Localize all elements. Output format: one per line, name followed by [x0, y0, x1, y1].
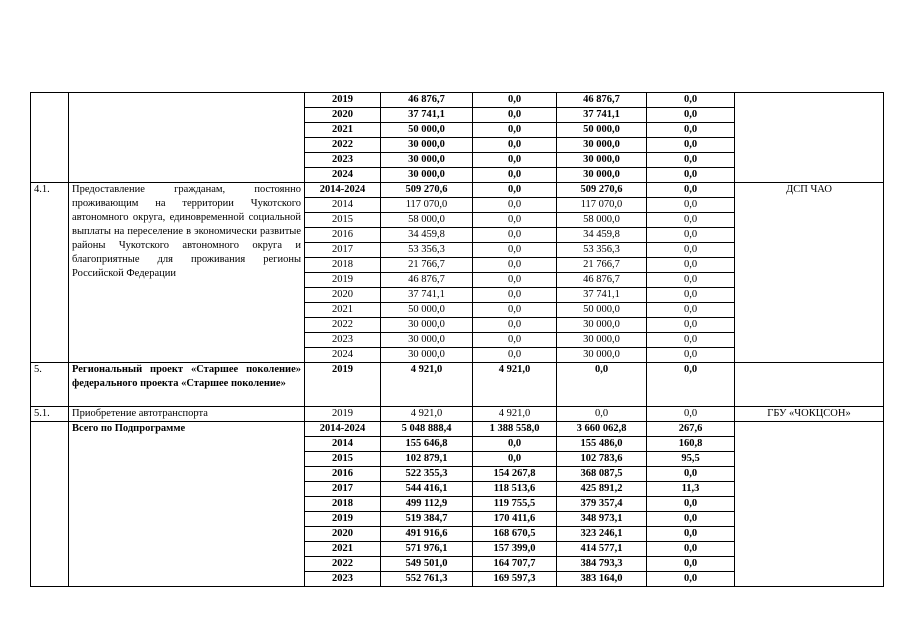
local-budget-cell: 0,0: [647, 542, 735, 557]
table-row: [31, 407, 884, 422]
local-budget-cell: 0,0: [647, 527, 735, 542]
federal-budget-cell: 154 267,8: [473, 467, 557, 482]
local-budget-cell: 0,0: [647, 497, 735, 512]
regional-budget-cell: 155 486,0: [557, 437, 647, 452]
executor-cell: ДСП ЧАО: [735, 183, 884, 363]
total-cell: 4 921,0: [381, 363, 473, 407]
item-description: Региональный проект «Старшее поколение» федерального проекта «Старшее поколение»: [69, 363, 305, 407]
regional-budget-cell: 50 000,0: [557, 303, 647, 318]
local-budget-cell: 0,0: [647, 557, 735, 572]
local-budget-cell: 0,0: [647, 572, 735, 587]
local-budget-cell: 0,0: [647, 333, 735, 348]
federal-budget-cell: 0,0: [473, 303, 557, 318]
total-cell: 491 916,6: [381, 527, 473, 542]
federal-budget-cell: 164 707,7: [473, 557, 557, 572]
local-budget-cell: 0,0: [647, 153, 735, 168]
total-cell: 53 356,3: [381, 243, 473, 258]
period-cell: 2023: [305, 572, 381, 587]
federal-budget-cell: 0,0: [473, 258, 557, 273]
budget-table: [30, 92, 884, 587]
regional-budget-cell: 3 660 062,8: [557, 422, 647, 437]
local-budget-cell: 0,0: [647, 108, 735, 123]
item-description: Приобретение автотранспорта: [69, 407, 305, 422]
table-row: [31, 422, 884, 437]
executor-cell: [735, 422, 884, 587]
item-number: 5.1.: [31, 407, 69, 422]
period-cell: 2014-2024: [305, 422, 381, 437]
federal-budget-cell: 168 670,5: [473, 527, 557, 542]
item-description: Предоставление гражданам, постоянно проживающим на территории Чукотского автономного округа, единовременной социальной выплаты на переселение в экономически развитые районы Чукотского автономного округа и благоприятные для проживания регионы Российской Федерации: [69, 183, 305, 363]
regional-budget-cell: 0,0: [557, 363, 647, 407]
period-cell: 2016: [305, 228, 381, 243]
item-description: [69, 93, 305, 183]
executor-cell: ГБУ «ЧОКЦСОН»: [735, 407, 884, 422]
local-budget-cell: 160,8: [647, 437, 735, 452]
local-budget-cell: 0,0: [647, 363, 735, 407]
federal-budget-cell: 0,0: [473, 288, 557, 303]
total-cell: 522 355,3: [381, 467, 473, 482]
local-budget-cell: 0,0: [647, 303, 735, 318]
regional-budget-cell: 509 270,6: [557, 183, 647, 198]
federal-budget-cell: 0,0: [473, 168, 557, 183]
total-cell: 30 000,0: [381, 333, 473, 348]
regional-budget-cell: 383 164,0: [557, 572, 647, 587]
local-budget-cell: 0,0: [647, 123, 735, 138]
regional-budget-cell: 30 000,0: [557, 138, 647, 153]
total-cell: 34 459,8: [381, 228, 473, 243]
local-budget-cell: 0,0: [647, 213, 735, 228]
period-cell: 2017: [305, 243, 381, 258]
item-description: Всего по Подпрограмме: [69, 422, 305, 587]
local-budget-cell: 95,5: [647, 452, 735, 467]
period-cell: 2018: [305, 258, 381, 273]
local-budget-cell: 0,0: [647, 93, 735, 108]
federal-budget-cell: 1 388 558,0: [473, 422, 557, 437]
regional-budget-cell: 414 577,1: [557, 542, 647, 557]
period-cell: 2015: [305, 452, 381, 467]
local-budget-cell: 0,0: [647, 318, 735, 333]
total-cell: 155 646,8: [381, 437, 473, 452]
total-cell: 50 000,0: [381, 123, 473, 138]
total-cell: 30 000,0: [381, 318, 473, 333]
regional-budget-cell: 379 357,4: [557, 497, 647, 512]
local-budget-cell: 267,6: [647, 422, 735, 437]
period-cell: 2022: [305, 318, 381, 333]
local-budget-cell: 0,0: [647, 512, 735, 527]
regional-budget-cell: 348 973,1: [557, 512, 647, 527]
total-cell: 30 000,0: [381, 348, 473, 363]
total-cell: 544 416,1: [381, 482, 473, 497]
total-cell: 4 921,0: [381, 407, 473, 422]
regional-budget-cell: 53 356,3: [557, 243, 647, 258]
period-cell: 2022: [305, 138, 381, 153]
period-cell: 2020: [305, 108, 381, 123]
regional-budget-cell: 46 876,7: [557, 273, 647, 288]
regional-budget-cell: 46 876,7: [557, 93, 647, 108]
regional-budget-cell: 34 459,8: [557, 228, 647, 243]
regional-budget-cell: 37 741,1: [557, 108, 647, 123]
total-cell: 509 270,6: [381, 183, 473, 198]
period-cell: 2021: [305, 123, 381, 138]
period-cell: 2019: [305, 363, 381, 407]
federal-budget-cell: 0,0: [473, 243, 557, 258]
total-cell: 499 112,9: [381, 497, 473, 512]
item-number: 4.1.: [31, 183, 69, 363]
regional-budget-cell: 102 783,6: [557, 452, 647, 467]
total-cell: 102 879,1: [381, 452, 473, 467]
item-number: [31, 422, 69, 587]
regional-budget-cell: 323 246,1: [557, 527, 647, 542]
regional-budget-cell: 30 000,0: [557, 153, 647, 168]
period-cell: 2014: [305, 437, 381, 452]
federal-budget-cell: 0,0: [473, 93, 557, 108]
regional-budget-cell: 30 000,0: [557, 318, 647, 333]
regional-budget-cell: 37 741,1: [557, 288, 647, 303]
local-budget-cell: 0,0: [647, 288, 735, 303]
federal-budget-cell: 169 597,3: [473, 572, 557, 587]
regional-budget-cell: 30 000,0: [557, 168, 647, 183]
local-budget-cell: 0,0: [647, 273, 735, 288]
total-cell: 46 876,7: [381, 273, 473, 288]
total-cell: 37 741,1: [381, 108, 473, 123]
federal-budget-cell: 0,0: [473, 437, 557, 452]
period-cell: 2016: [305, 467, 381, 482]
federal-budget-cell: 0,0: [473, 348, 557, 363]
period-cell: 2020: [305, 527, 381, 542]
table-row: [31, 183, 884, 198]
period-cell: 2019: [305, 273, 381, 288]
regional-budget-cell: 384 793,3: [557, 557, 647, 572]
period-cell: 2017: [305, 482, 381, 497]
federal-budget-cell: 0,0: [473, 333, 557, 348]
total-cell: 571 976,1: [381, 542, 473, 557]
federal-budget-cell: 118 513,6: [473, 482, 557, 497]
regional-budget-cell: 50 000,0: [557, 123, 647, 138]
total-cell: 5 048 888,4: [381, 422, 473, 437]
total-cell: 552 761,3: [381, 572, 473, 587]
total-cell: 117 070,0: [381, 198, 473, 213]
total-cell: 50 000,0: [381, 303, 473, 318]
federal-budget-cell: 0,0: [473, 153, 557, 168]
local-budget-cell: 0,0: [647, 168, 735, 183]
local-budget-cell: 0,0: [647, 198, 735, 213]
period-cell: 2014-2024: [305, 183, 381, 198]
federal-budget-cell: 119 755,5: [473, 497, 557, 512]
executor-cell: [735, 363, 884, 407]
regional-budget-cell: 0,0: [557, 407, 647, 422]
item-number: [31, 93, 69, 183]
local-budget-cell: 0,0: [647, 258, 735, 273]
period-cell: 2022: [305, 557, 381, 572]
period-cell: 2019: [305, 407, 381, 422]
federal-budget-cell: 4 921,0: [473, 407, 557, 422]
period-cell: 2015: [305, 213, 381, 228]
executor-cell: [735, 93, 884, 183]
federal-budget-cell: 0,0: [473, 213, 557, 228]
total-cell: 21 766,7: [381, 258, 473, 273]
regional-budget-cell: 30 000,0: [557, 348, 647, 363]
federal-budget-cell: 4 921,0: [473, 363, 557, 407]
total-cell: 58 000,0: [381, 213, 473, 228]
period-cell: 2023: [305, 153, 381, 168]
period-cell: 2021: [305, 303, 381, 318]
item-number: 5.: [31, 363, 69, 407]
period-cell: 2024: [305, 168, 381, 183]
total-cell: 30 000,0: [381, 153, 473, 168]
federal-budget-cell: 0,0: [473, 452, 557, 467]
regional-budget-cell: 58 000,0: [557, 213, 647, 228]
total-cell: 30 000,0: [381, 138, 473, 153]
period-cell: 2018: [305, 497, 381, 512]
total-cell: 549 501,0: [381, 557, 473, 572]
table-row: [31, 93, 884, 108]
regional-budget-cell: 30 000,0: [557, 333, 647, 348]
local-budget-cell: 0,0: [647, 228, 735, 243]
federal-budget-cell: 0,0: [473, 198, 557, 213]
local-budget-cell: 0,0: [647, 407, 735, 422]
table-row: [31, 363, 884, 407]
period-cell: 2023: [305, 333, 381, 348]
period-cell: 2024: [305, 348, 381, 363]
federal-budget-cell: 0,0: [473, 183, 557, 198]
period-cell: 2019: [305, 512, 381, 527]
local-budget-cell: 0,0: [647, 467, 735, 482]
local-budget-cell: 11,3: [647, 482, 735, 497]
local-budget-cell: 0,0: [647, 243, 735, 258]
total-cell: 519 384,7: [381, 512, 473, 527]
total-cell: 46 876,7: [381, 93, 473, 108]
federal-budget-cell: 0,0: [473, 273, 557, 288]
local-budget-cell: 0,0: [647, 138, 735, 153]
regional-budget-cell: 368 087,5: [557, 467, 647, 482]
local-budget-cell: 0,0: [647, 348, 735, 363]
federal-budget-cell: 0,0: [473, 138, 557, 153]
regional-budget-cell: 21 766,7: [557, 258, 647, 273]
period-cell: 2020: [305, 288, 381, 303]
total-cell: 30 000,0: [381, 168, 473, 183]
federal-budget-cell: 157 399,0: [473, 542, 557, 557]
period-cell: 2014: [305, 198, 381, 213]
federal-budget-cell: 0,0: [473, 108, 557, 123]
federal-budget-cell: 170 411,6: [473, 512, 557, 527]
regional-budget-cell: 425 891,2: [557, 482, 647, 497]
regional-budget-cell: 117 070,0: [557, 198, 647, 213]
period-cell: 2021: [305, 542, 381, 557]
period-cell: 2019: [305, 93, 381, 108]
total-cell: 37 741,1: [381, 288, 473, 303]
federal-budget-cell: 0,0: [473, 123, 557, 138]
federal-budget-cell: 0,0: [473, 228, 557, 243]
local-budget-cell: 0,0: [647, 183, 735, 198]
federal-budget-cell: 0,0: [473, 318, 557, 333]
